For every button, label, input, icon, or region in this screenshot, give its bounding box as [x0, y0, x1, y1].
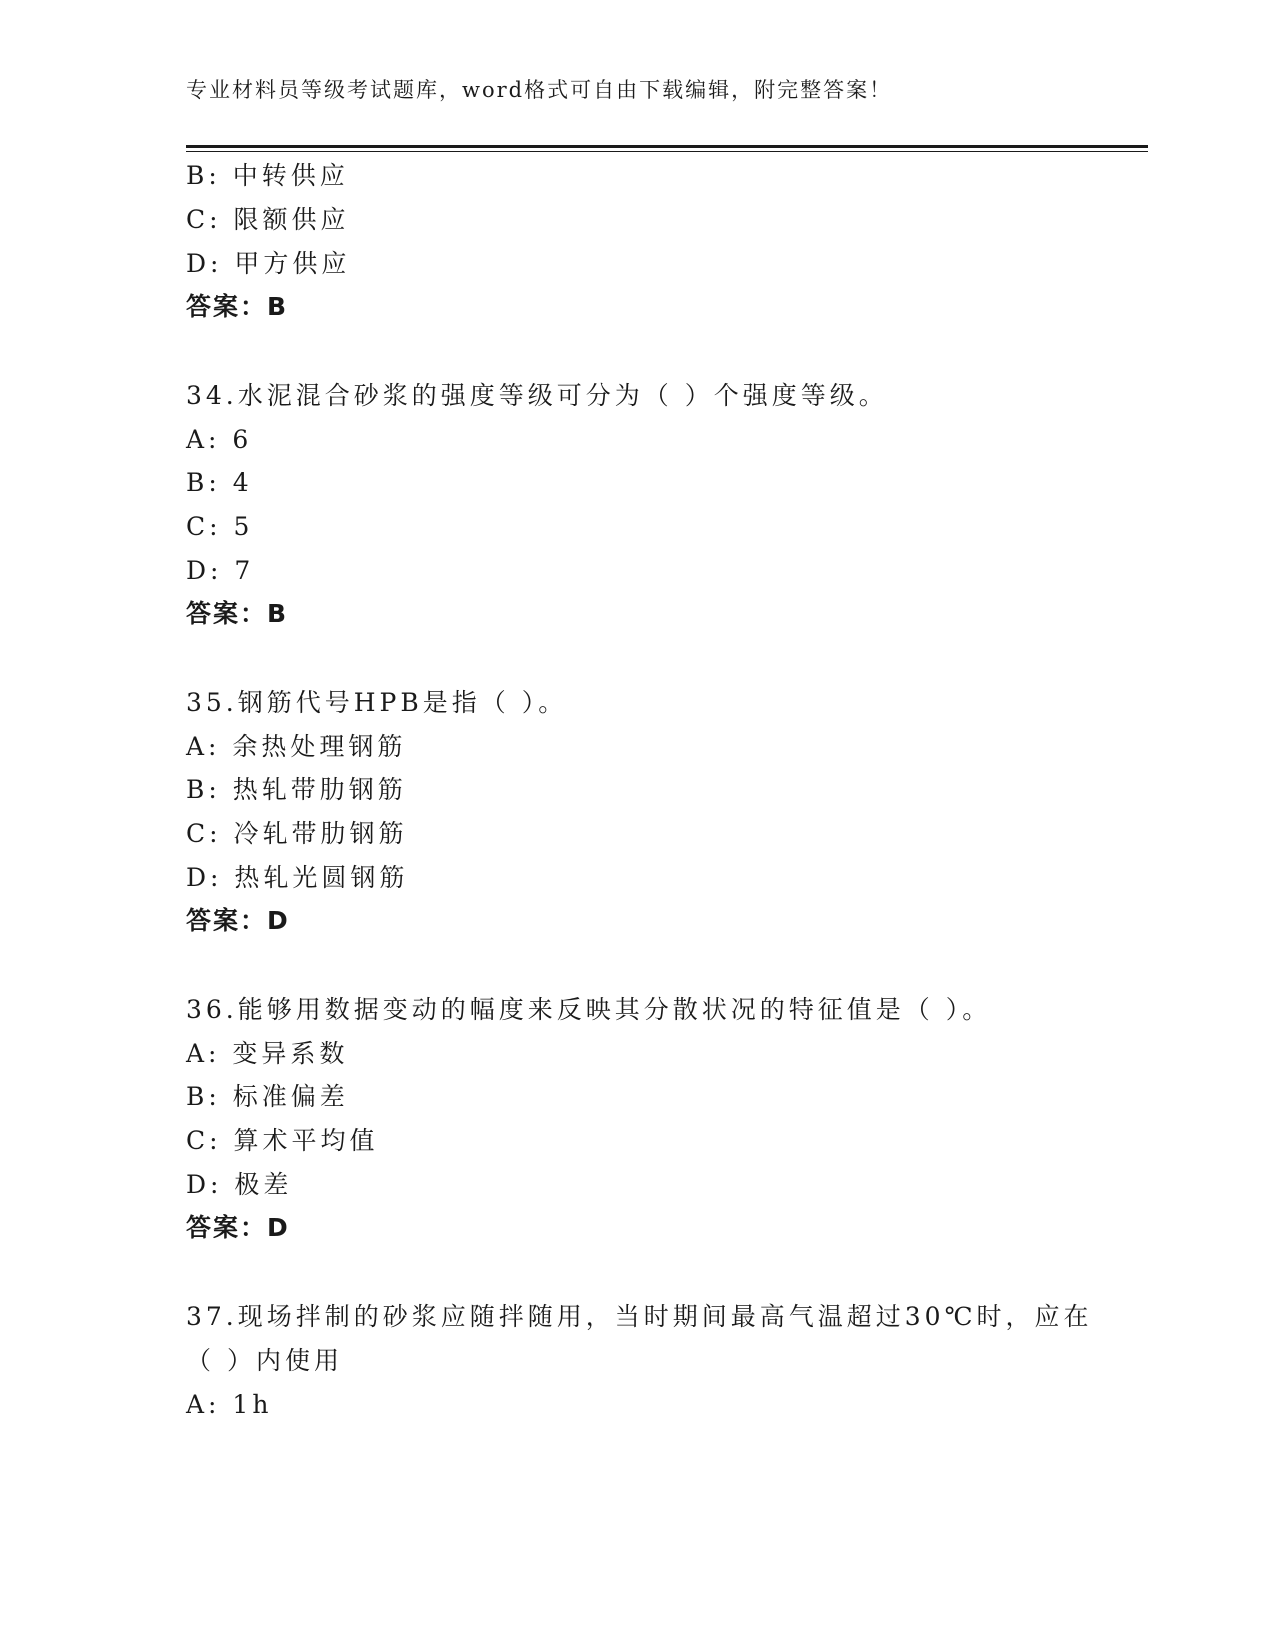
q33-option-c: C: 限额供应	[186, 205, 350, 234]
q35-option-a: A: 余热处理钢筋	[186, 732, 407, 761]
header-rule-thick	[186, 145, 1148, 148]
q34-option-d: D: 7	[186, 556, 255, 585]
q36-option-d: D: 极差	[186, 1170, 293, 1199]
q34-option-c: C: 5	[186, 512, 254, 541]
q36-option-b: B: 标准偏差	[186, 1082, 349, 1111]
q33-answer: 答案：B	[186, 292, 289, 321]
q35-question: 35.钢筋代号HPB是指（ ）。	[186, 688, 568, 717]
header-rule-thin	[186, 151, 1148, 152]
q33-option-b: B: 中转供应	[186, 161, 349, 190]
q35-option-b: B: 热轧带肋钢筋	[186, 775, 407, 804]
q35-answer: 答案：D	[186, 906, 290, 935]
q36-question: 36.能够用数据变动的幅度来反映其分散状况的特征值是（ ）。	[186, 995, 992, 1024]
q34-answer: 答案：B	[186, 599, 289, 628]
q34-question: 34.水泥混合砂浆的强度等级可分为（ ）个强度等级。	[186, 381, 888, 410]
q36-option-a: A: 变异系数	[186, 1039, 349, 1068]
q35-option-c: C: 冷轧带肋钢筋	[186, 819, 408, 848]
q34-option-a: A: 6	[186, 425, 253, 454]
q34-option-b: B: 4	[186, 468, 253, 497]
q37-option-a: A: 1h	[186, 1390, 273, 1419]
q35-option-d: D: 热轧光圆钢筋	[186, 863, 409, 892]
q37-question-line2: （ ）内使用	[186, 1346, 343, 1375]
page-header: 专业材料员等级考试题库，word格式可自由下载编辑，附完整答案！	[186, 78, 893, 102]
q36-answer: 答案：D	[186, 1213, 290, 1242]
q33-option-d: D: 甲方供应	[186, 249, 351, 278]
q37-question-line1: 37.现场拌制的砂浆应随拌随用，当时期间最高气温超过30℃时，应在	[186, 1302, 1093, 1331]
q36-option-c: C: 算术平均值	[186, 1126, 379, 1155]
